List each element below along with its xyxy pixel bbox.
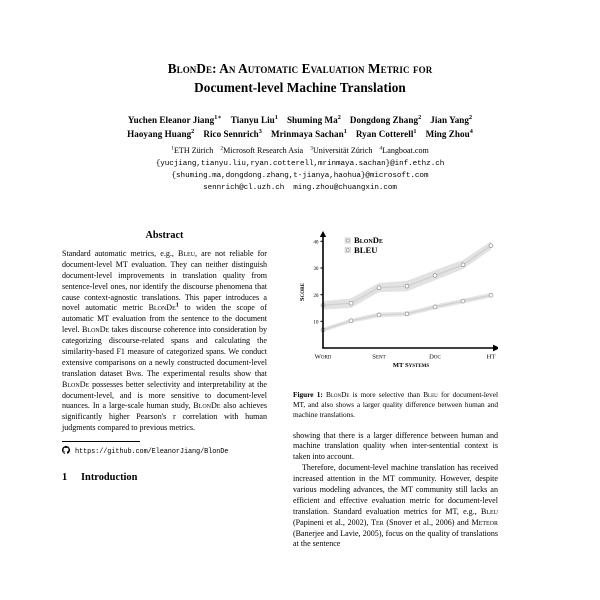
author-affil-marker: 1 [343,128,347,136]
email-line: sennrich@cl.uzh.ch ming.zhou@chuangxin.com [203,183,397,192]
left-column [62,230,267,600]
line-chart [293,230,498,382]
author-affil-marker: 1∗ [214,114,222,122]
data-point [489,293,493,297]
data-point [349,319,353,323]
figure-1 [293,230,498,420]
series-line-0 [323,246,491,306]
author-name: Rico Sennrich$^3$ [203,128,262,140]
email-line: {yucjiang,tianyu.liu,ryan.cotterell,mrinmaya.sachan}@inf.ethz.ch [155,159,445,168]
author-name: Mrinmaya Sachan$^1$ [270,128,347,140]
x-tick-label: Sent [372,353,386,361]
legend-label: BlonDe [354,235,383,246]
right-column [293,230,498,600]
y-axis-title: Score [299,282,306,302]
right-column-body [293,431,498,551]
legend-label: BLEU [354,244,378,255]
author-affil-marker: 2 [337,114,341,122]
author-name: Haoyang Huang$^2$ [127,128,195,140]
author-name: Ming Zhou$^4$ [425,128,473,140]
figure-caption-text: BlonDe is more selective than Bleu for document-level MT, and also shows a larger quality difference between human and machine translations. [293,390,498,419]
author-affil-marker: 1 [274,114,278,122]
y-tick-label: 20 [313,292,319,299]
y-tick-label: 40 [313,239,319,246]
author-affil-marker: 2 [191,128,195,136]
title-line-1: BlonDe: An Automatic Evaluation Metric for [167,61,433,76]
email-line: {shuming.ma,dongdong.zhang,t-jianya,haohua}@microsoft.com [171,171,429,180]
y-tick-label: 30 [313,266,319,273]
author-name: Jian Yang$^2$ [430,114,473,126]
affiliation-list [62,145,538,157]
affiliation: $^2$Microsoft Research Asia [220,144,304,155]
author-line-2 [62,128,538,142]
author-list [62,114,538,142]
author-affil-marker: 2 [469,114,473,122]
data-point [377,286,381,290]
data-point [489,244,493,248]
section-heading-introduction [62,472,267,483]
footnote-divider [62,441,140,442]
title-line-2: Document-level Machine Translation [194,79,406,95]
github-footnote[interactable] [62,446,267,457]
data-point [349,301,353,305]
x-axis-arrow [493,345,498,352]
author-name: Dongdong Zhang$^2$ [349,114,422,126]
right-paragraph-2: Therefore, document-level machine translation has received increased attention in the MT community. However, despite various modeling advances, the MT community still lacks an efficient and effective evaluation metric for document-level translation. Standard evaluation metrics for MT, e.g., Bleu (Papineni et al., 2002), Ter (Snover et al., 2006) and Meteor (Banerjee and Lavie, 2005), focus on the quality of translations at the sentence [293,463,499,549]
data-point [405,284,409,288]
author-name: Shuming Ma$^2$ [286,114,341,126]
data-point [461,299,465,303]
github-icon [62,446,70,457]
section-number: 1 [62,472,68,484]
data-point [433,305,437,309]
title-block [0,0,600,195]
x-tick-label: Word [314,353,332,361]
author-line-1 [62,114,538,128]
affiliation: $^3$Universität Zürich [310,144,373,155]
body-columns [0,230,600,600]
page-title [62,60,538,97]
email-list [62,159,538,195]
abstract-text: Standard automatic metrics, e.g., Bleu, are not reliable for document-level MT evaluation. They can neither distinguish document-level improvements in translation quality from sentence-level ones, nor identify the discourse phenomena that cause context-agnostic translations. This paper introduces a novel automatic metric BlonDe$^1$ to widen the scope of automatic MT evaluation from the sentence to the document level. BlonDe takes discourse coherence into consideration by categorizing discourse-related spans and calculating the similarity-based F1 measure of categorized spans. We conduct extensive comparisons on a newly constructed document-level translation dataset Bwb. The experimental results show that BlonDe possesses better selectivity and interpretability at the document-level, and is more sensitive to document-level nuances. In a large-scale human study, BlonDe also achieves significantly higher Pearson's r correlation with human judgments compared to previous metrics. [62,249,267,433]
chart-container [293,230,498,382]
x-axis-title: MT Systems [392,362,430,369]
data-point [405,312,409,316]
y-tick-label: 10 [313,319,319,326]
author-affil-marker: 4 [469,128,473,136]
legend-marker [346,239,349,242]
x-tick-label: HT [486,353,496,361]
author-name: Yuchen Eleanor Jiang$^{1∗}$ [127,114,222,126]
y-axis-arrow [320,231,326,237]
data-point [461,263,465,267]
legend-marker [346,249,349,252]
x-tick-label: Doc [429,353,441,361]
figure-caption-label: Figure 1: [293,390,323,399]
abstract-heading: Abstract [145,230,184,241]
figure-caption [293,390,498,420]
right-paragraph-1: showing that there is a larger difference between human and machine translation quality when inter-sentential context is taken into account. [293,430,498,462]
data-point [433,274,437,278]
author-affil-marker: 2 [418,114,422,122]
affiliation: $^1$ETH Zürich [171,144,214,155]
affiliation: $^4$Langboat.com [379,144,429,155]
data-point [377,313,381,317]
section-title: Introduction [81,472,138,484]
github-url: https://github.com/EleanorJiang/BlonDe [75,447,229,456]
author-name: Tianyu Liu$^1$ [230,114,278,126]
author-affil-marker: 1 [413,128,417,136]
author-name: Ryan Cotterell$^1$ [355,128,417,140]
author-affil-marker: 3 [258,128,262,136]
